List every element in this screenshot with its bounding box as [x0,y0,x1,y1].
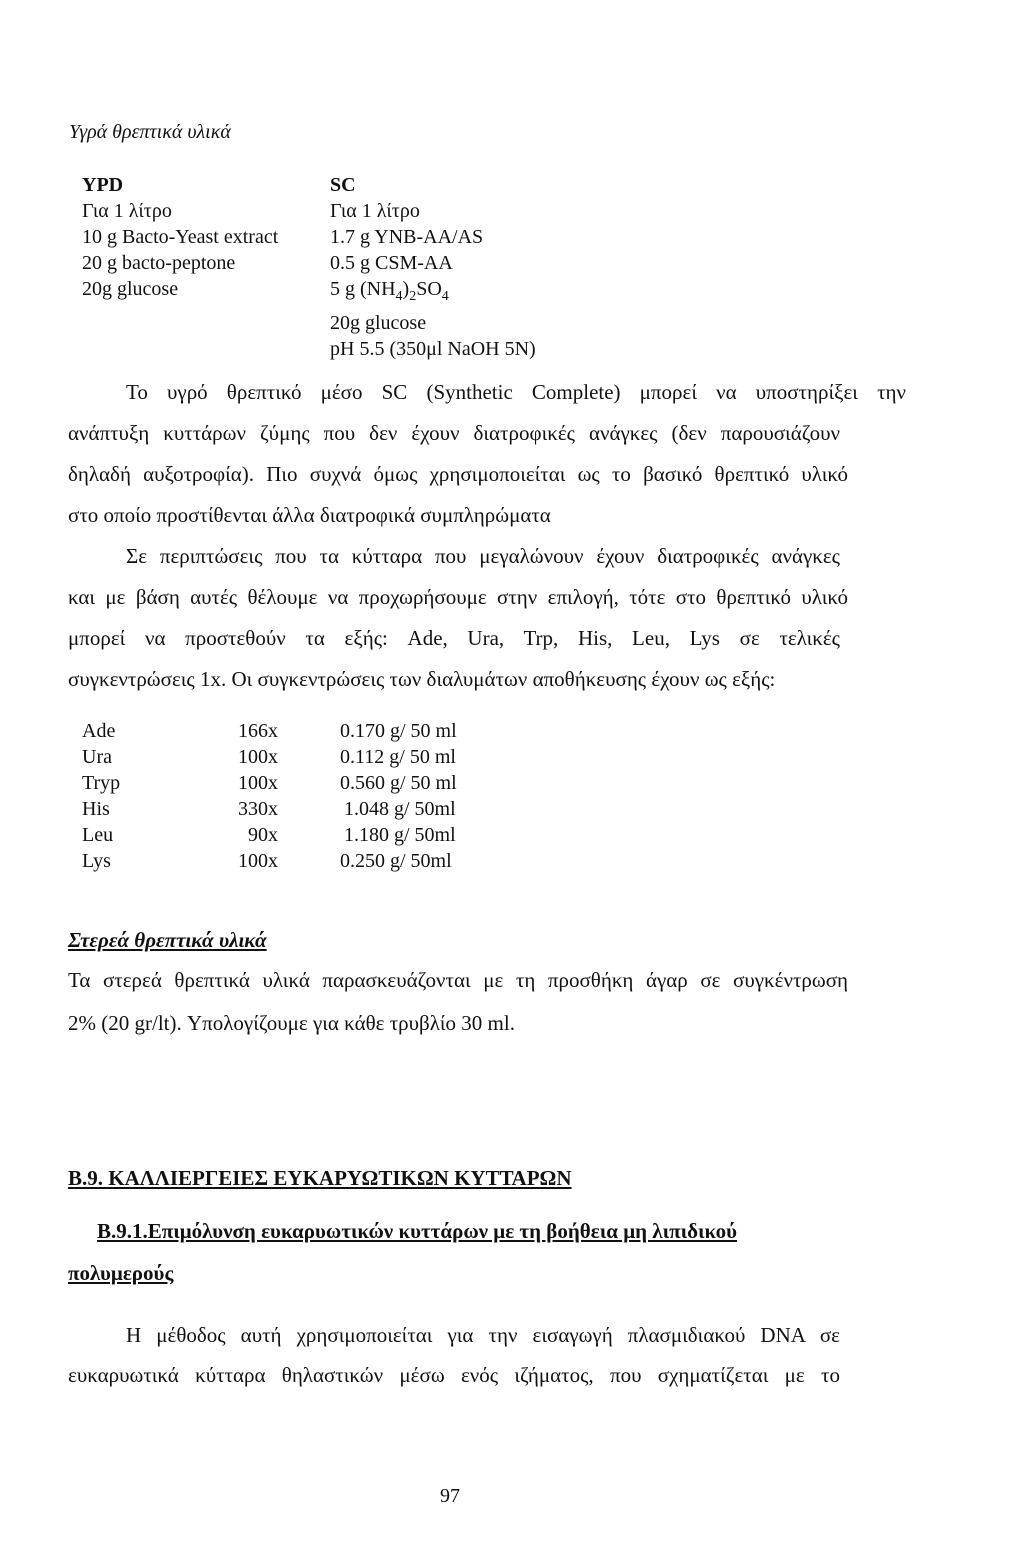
table-cell-factor: 330x [238,798,278,820]
table-cell-conc: 0.250 g/ 50ml [340,850,452,872]
table-cell-conc: 0.560 g/ 50 ml [340,772,457,794]
stock-table-names [82,718,120,874]
paragraph-line: ανάπτυξη κυττάρων ζύμης που δεν έχουν διατροφικές ανάγκες (δεν παρουσιάζουν [68,421,840,445]
table-cell-factor: 90x [248,824,278,846]
sc-line: pH 5.5 (350μl NaOH 5N) [330,338,536,360]
paragraph-line: Τα στερεά θρεπτικά υλικά παρασκευάζονται με τη προσθήκη άγαρ σε συγκέντρωση [68,968,848,992]
paragraph-line: συγκεντρώσεις 1x. Οι συγκεντρώσεις των διαλυμάτων αποθήκευσης έχουν ως εξής: [68,667,776,691]
sc-title: SC [330,174,356,196]
page-number: 97 [440,1485,460,1507]
table-cell-name: Lys [82,850,111,872]
liquid-media-heading: Υγρά θρεπτικά υλικά [69,121,231,143]
paragraph-line: και με βάση αυτές θέλουμε να προχωρήσουμε στην επιλογή, τότε στο θρεπτικό υλικό [68,585,848,609]
sc-line: Για 1 λίτρο [330,200,420,222]
ypd-recipe [82,172,278,302]
table-cell-factor: 100x [238,746,278,768]
table-cell-conc: 0.112 g/ 50 ml [340,746,456,768]
sc-line-ammonium-sulfate: 5 g $(NH_4)_2SO_4$ [330,278,449,304]
ypd-line: Για 1 λίτρο [82,200,172,222]
table-cell-factor: 166x [238,720,278,742]
paragraph-line: Το υγρό θρεπτικό μέσο SC (Synthetic Complete) μπορεί να υποστηρίξει την [126,380,906,404]
table-cell-name: Tryp [82,772,121,794]
table-cell-name: Leu [82,824,114,846]
stock-table-factors [222,718,278,874]
table-cell-factor: 100x [238,850,278,872]
sc-line: 20g glucose [330,312,427,334]
table-cell-conc: 1.180 g/ 50ml [344,824,456,846]
ypd-line: 20g glucose [82,278,179,300]
stock-table-concentrations [340,718,457,874]
sc-line: 1.7 g YNB-AA/AS [330,226,484,248]
solid-media-heading: Στερεά θρεπτικά υλικά [68,928,267,952]
subsection-title-cont: πολυμερούς [68,1261,174,1285]
paragraph-line: μπορεί να προστεθούν τα εξής: Ade, Ura, Trp, His, Leu, Lys σε τελικές [68,626,840,650]
paragraph-line: 2% (20 gr/lt). Υπολογίζουμε για κάθε τρυβλίο 30 ml. [68,1011,515,1035]
ypd-title: YPD [82,174,124,196]
paragraph-line: δηλαδή αυξοτροφία). Πιο συχνά όμως χρησιμοποιείται ως το βασικό θρεπτικό υλικό [68,462,848,486]
paragraph-line: Η μέθοδος αυτή χρησιμοποιείται για την εισαγωγή πλασμιδιακού DNA σε [126,1323,840,1347]
table-cell-conc: 0.170 g/ 50 ml [340,720,457,742]
table-cell-name: His [82,798,110,820]
sc-recipe [330,172,536,362]
subsection-title: B.9.1.Επιμόλυνση ευκαρυωτικών κυττάρων με τη βοήθεια μη λιπιδικού [97,1219,737,1243]
paragraph-line: ευκαρυωτικά κύτταρα θηλαστικών μέσω ενός ιζήματος, που σχηματίζεται με το [68,1363,840,1387]
paragraph-line: στο οποίο προστίθενται άλλα διατροφικά συμπληρώματα [68,503,551,527]
paragraph-line: Σε περιπτώσεις που τα κύτταρα που μεγαλώνουν έχουν διατροφικές ανάγκες [126,544,840,568]
table-cell-factor: 100x [238,772,278,794]
ypd-line: 20 g bacto-peptone [82,252,236,274]
table-cell-conc: 1.048 g/ 50ml [344,798,456,820]
sc-line: 0.5 g CSM-AA [330,252,453,274]
table-cell-name: Ade [82,720,116,742]
ypd-line: 10 g Bacto-Yeast extract [82,226,279,248]
section-title: B.9. ΚΑΛΛΙΕΡΓΕΙΕΣ ΕΥΚΑΡΥΩΤΙΚΩΝ ΚΥΤΤΑΡΩΝ [68,1166,572,1190]
table-cell-name: Ura [82,746,112,768]
